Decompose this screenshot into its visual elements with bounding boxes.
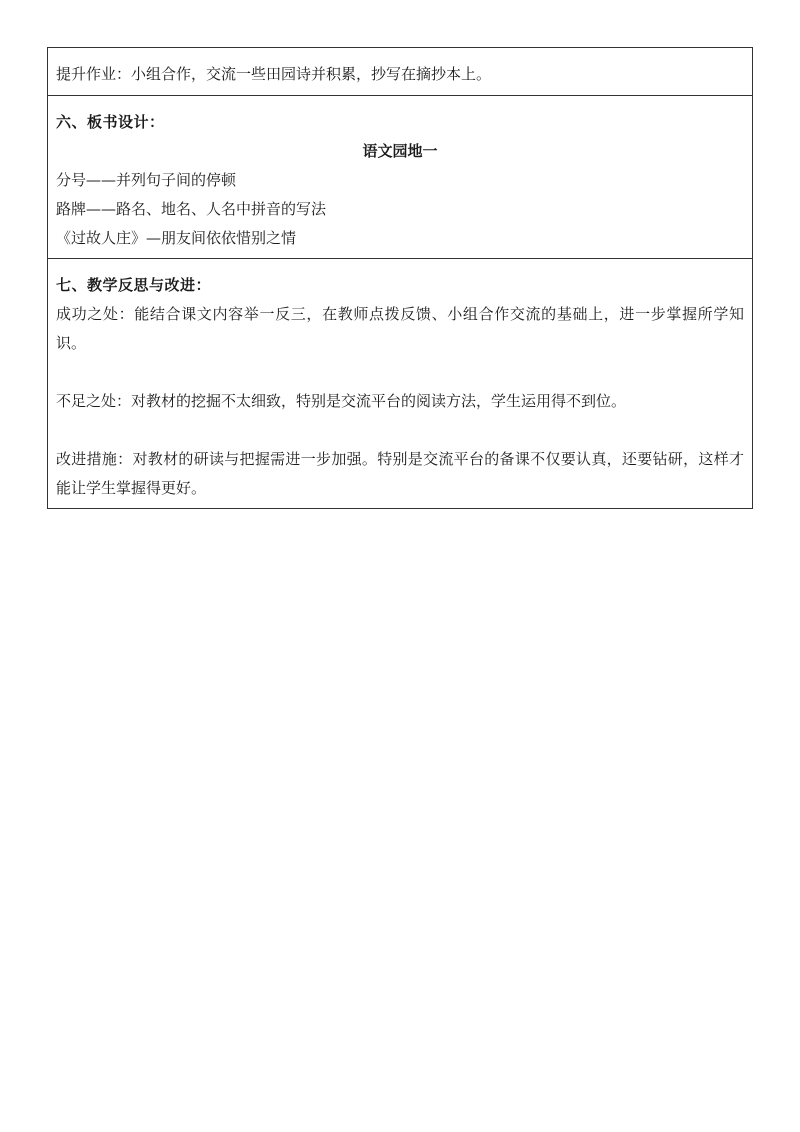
- homework-text: 提升作业：小组合作，交流一些田园诗并积累，抄写在摘抄本上。: [56, 65, 492, 83]
- reflection-heading: 七、教学反思与改进：: [56, 276, 212, 294]
- homework-cell: [48, 48, 752, 95]
- reflection-shortcoming: 不足之处：对教材的挖掘不太细致，特别是交流平台的阅读方法，学生运用得不到位。: [56, 392, 627, 410]
- paragraph-gap: [56, 416, 744, 445]
- board-design-heading: 六、板书设计：: [56, 113, 165, 131]
- reflection-success: 成功之处：能结合课文内容举一反三，在教师点拨反馈、小组合作交流的基础上，进一步掌握所学知识。: [56, 305, 744, 352]
- board-design-cell: [48, 95, 752, 258]
- board-design-line: 《过故人庄》—朋友间依依惜别之情: [56, 229, 297, 247]
- reflection-cell: [48, 258, 752, 508]
- lesson-plan-table: [47, 47, 753, 509]
- board-design-title: 语文园地一: [362, 142, 438, 160]
- board-design-line: 路牌——路名、地名、人名中拼音的写法: [56, 200, 327, 218]
- board-design-line: 分号——并列句子间的停顿: [56, 171, 237, 189]
- paragraph-gap: [56, 358, 744, 387]
- reflection-improvement: 改进措施：对教材的研读与把握需进一步加强。特别是交流平台的备课不仅要认真，还要钻研，这样才能让学生掌握得更好。: [56, 450, 744, 497]
